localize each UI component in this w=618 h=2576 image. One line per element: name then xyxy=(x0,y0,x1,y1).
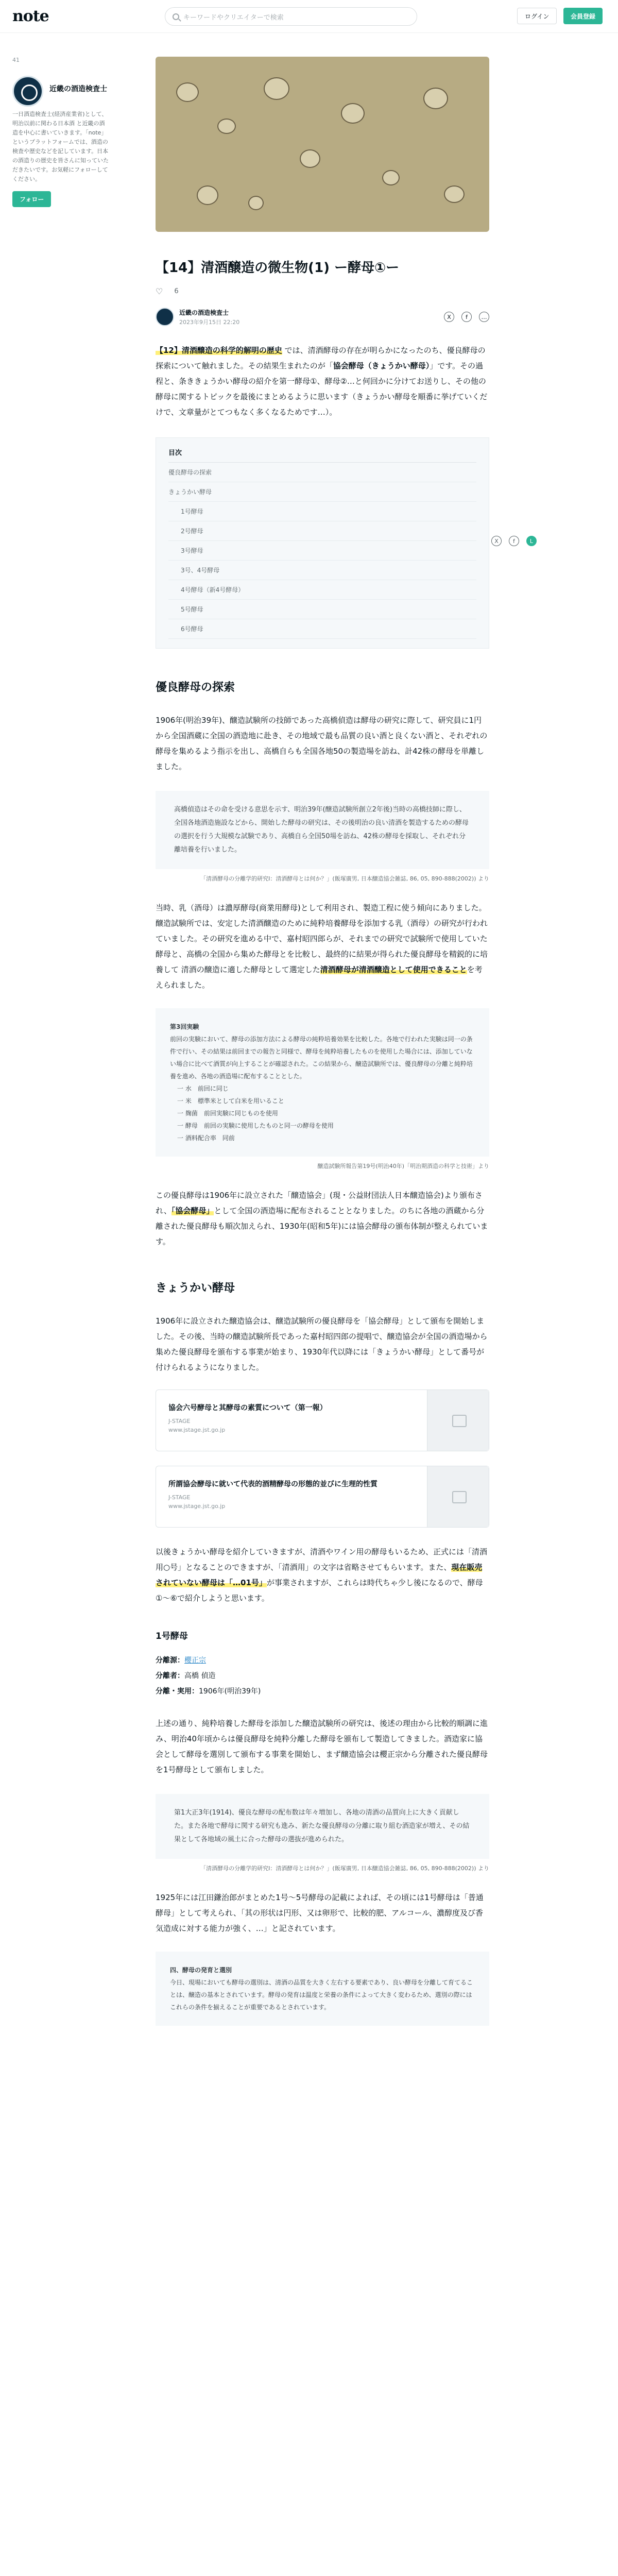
article xyxy=(156,57,489,2026)
toc-item[interactable]: 3号酵母 xyxy=(168,541,476,561)
yeast-cell xyxy=(423,88,448,109)
link-card[interactable] xyxy=(156,1466,489,1528)
publish-date: 2023年9月15日 22:20 xyxy=(179,318,240,326)
experiment-item: 一 水 前回に同じ xyxy=(177,1085,229,1092)
final-quote xyxy=(156,1952,489,2026)
yeast-cell xyxy=(264,77,289,100)
quote-block: 第1大正3年(1914)、優良な酵母の配布数は年々増加し、各地の清酒の品質向上に大きく貢献した。また各地で酵母に関する研究も進み、新たな優良酵母の分離に取り組む酒造家が増え、その結果として各地域の風土に合った酵母の選抜が進められた。 xyxy=(156,1794,489,1859)
signup-button[interactable]: 会員登録 xyxy=(563,8,603,24)
image-placeholder-icon xyxy=(427,1390,489,1451)
quote-citation: 醸造試験所報告第19号(明治40年)「明治期酒造の科学と技術」より xyxy=(317,1163,489,1170)
login-button[interactable]: ログイン xyxy=(517,8,557,24)
toc-item[interactable]: 6号酵母 xyxy=(168,619,476,639)
yeast-cell xyxy=(300,149,320,168)
avatar[interactable] xyxy=(12,76,43,107)
experiment-quote xyxy=(156,1008,489,1157)
search-placeholder: キーワードやクリエイターで検索 xyxy=(183,13,284,22)
share-icons xyxy=(444,312,489,322)
card-site: J-STAGE xyxy=(168,1418,191,1425)
yeast-cell xyxy=(444,185,465,203)
card-title: 所謂協会酵母に就いて代表的酒精酵母の形態的並びに生理的性質 xyxy=(168,1480,377,1488)
note-logo[interactable]: note xyxy=(12,7,49,25)
yeast-spec: 分離源：櫻正宗 分離者：高橋 偵造 分離・実用：1906年(明治39年) xyxy=(156,1656,261,1696)
paragraph: 当時、乳（酒母）は濃厚酵母(商業用酵母)として利用され、製造工程に使う傾向にありました。醸造試験所では、安定した清酒醸造のために純粋培養酵母を添加する乳（酒母）の研究が行われていました。その研究を進める中で、嘉村昭四郎らが、それまでの研究で試験所で使用していた酵母と、高橋の全国から集めた酵母とを比較し、最終的に結果が得られた優良酵母を精鋭的に培養して 清酒の醸造に適した酵母として選定した清酒酵母が清酒醸造として使用できることを考えられました。 xyxy=(156,903,488,990)
author-row xyxy=(156,308,489,326)
card-title: 協会六号酵母と其酵母の素質について（第一報） xyxy=(168,1404,327,1412)
yeast-cell xyxy=(217,118,236,134)
experiment-body: 前回の実験において、酵母の添加方法による酵母の純粋培養効果を比較した。各地で行われた実験は同一の条件で行い、その結果は前回までの報告と同様で、酵母を純粋培養したものを使用した場合には、添加していない場合に比べて酒質が向上することが確認された。この結果から、醸造試験所では、優良酵母の分離と純粋培養を進め、各地の酒造場に配布することとした。 xyxy=(170,1036,473,1080)
search-input[interactable] xyxy=(165,7,417,26)
final-quote-title: 四、酵母の発育と選別 xyxy=(170,1967,232,1974)
author-name-inline[interactable]: 近畿の酒造検査士 xyxy=(179,309,229,316)
experiment-item: 一 米 標準米として白米を用いること xyxy=(177,1097,284,1105)
follow-button[interactable]: フォロー xyxy=(12,191,51,207)
toc-item[interactable]: 1号酵母 xyxy=(168,502,476,521)
paragraph: この優良酵母は1906年に設立された「醸造協会」(現・公益財団法人日本醸造協会)より頒布され、「協会酵母」として全国の酒造場に配布されることとなりました。のちに各地の酒蔵から分離された優良酵母も順次加えられ、1930年(昭和5年)には協会酵母の頒布体制が整えられています。 xyxy=(156,1191,488,1246)
search-paragraph: 1906年(明治39年)、醸造試験所の技師であった高橋偵造は酵母の研究に際して、研究員に1円から全国酒蔵に全国の酒造地に赴き、その地域で最も品質の良い酒と良くない酒と、それぞれの酵母を集めるよう指示を出し、高橋自らも全国各地50の製造場を訪ね、計42株の酵母を単離しました。 xyxy=(156,716,488,771)
experiment-item: 一 麹菌 前回実験に同じものを使用 xyxy=(177,1110,278,1117)
quote-citation[interactable]: 「清酒酵母の分離学的研究Ⅰ：清酒酵母とは何か？」(飯塚廣男, 日本醸造協会雑誌, 86, 05, 890-888(2002)) より xyxy=(200,1865,489,1872)
hero-image-yeast xyxy=(156,57,489,232)
quote-block: 高橋偵造はその命を受ける意思を示す、明治39年(醸造試験所創立2年後)当時の高橋技師に際し、全国各地酒造施設などから、開始した酵母の研究は、その後明治の良い清酒を製造するための酵母の選択を行う大規模な試験であり、高橋自ら全国50場を訪ね、42株の酵母を採取し、それぞれ分離培養を行いました。 xyxy=(156,791,489,869)
table-of-contents xyxy=(156,437,489,649)
kyokai-paragraph: 1906年に設立された醸造協会は、醸造試験所の優良酵母を「協会酵母」として頒布を開始しました。その後、当時の醸造試験所長であった嘉村昭四郎の提唱で、醸造協会が全国の酒造場から集めた優良酵母を頒布する事業が始まり、1930年代以降には「きょうかい酵母」として番号が付けられるようになりました。 xyxy=(156,1316,488,1372)
search-icon xyxy=(173,13,179,20)
author-sidebar xyxy=(12,57,110,207)
paragraph: 以後きょうかい酵母を紹介していきますが、清酒やワイン用の酵母もいるため、正式には「清酒用○号」となることのできますが、「清酒用」の文字は省略させてもらいます。また、現在販売されていない酵母は「…01号」が事業されますが、これらは時代ちゃ少し後になるので、酵母①～⑥で紹介しようと思います。 xyxy=(156,1547,487,1603)
paragraph: 1925年には江田鎌治郎がまとめた1号〜5号酵母の記載によれば、その頃には1号酵母は「普通酵母」として考えられ、「其の形状は円形、又は卵形で、比較的肥、アルコール、濃醇度及び香気造成に対する能力が強く、…」と記されています。 xyxy=(156,1893,484,1933)
line-share-icon[interactable]: L xyxy=(526,536,537,546)
section-heading-search: 優良酵母の探索 xyxy=(156,681,235,694)
author-bio: 一日酒造検査士(経済産業省)として、明治以前に関わる日本酒 と近畿の酒造を中心に書いていきます。「note」というプラットフォームでは、酒造の検査や歴史などを記しています。日本の酒造りの歴史を皆さんに知っていただきたいです。お気軽にフォローしてください。 xyxy=(12,111,109,182)
toc-item[interactable]: 優良酵母の探索 xyxy=(168,463,476,482)
article-count: 41 xyxy=(12,57,20,63)
like-count: 6 xyxy=(174,287,179,295)
author-name[interactable]: 近畿の酒造検査士 xyxy=(49,85,107,93)
yeast-cell xyxy=(248,196,264,210)
card-site: J-STAGE xyxy=(168,1494,191,1501)
toc-item[interactable]: 5号酵母 xyxy=(168,600,476,619)
spec-source-link[interactable]: 櫻正宗 xyxy=(184,1656,206,1665)
author-avatar[interactable] xyxy=(156,308,174,326)
toc-item[interactable]: 4号酵母（新4号酵母） xyxy=(168,580,476,600)
experiment-title: 第3回実験 xyxy=(170,1023,199,1030)
facebook-icon[interactable]: f xyxy=(461,312,472,322)
intro-paragraph: 【12】清酒醸造の科学的解明の歴史 では、清酒酵母の存在が明らかになったのち、優良酵母の探索について触れました。その結果生まれたのが「協会酵母（きょうかい酵母）」です。その過程と、条ききょうかい酵母の紹介を第一酵母①、酵母②…と何回かに分けてお送りし、その他の酵母に関するトピックを最後にまとめるように思います（きょうかい酵母を順番に挙げていくだけで、文章量がとてつもなく多くなるためです…）。 xyxy=(156,346,488,417)
image-placeholder-icon xyxy=(427,1466,489,1527)
site-header xyxy=(0,0,618,33)
experiment-item: 一 酒料配合率 同前 xyxy=(177,1134,235,1142)
no1-paragraph: 上述の通り、純粋培養した酵母を添加した醸造試験所の研究は、後述の理由から比較的順調に進み、明治40年頃からは優良酵母を純粋分離した酵母を頒布して製造してきました。酒造家に協会として酵母を選別して頒布する事業を開始し、まず醸造協会は櫻正宗から分離された優良酵母を1号酵母として頒布しました。 xyxy=(156,1719,488,1774)
final-quote-body: 今日、現場においても酵母の選別は、清酒の品質を大きく左右する要素であり、良い酵母を分離して育てることは、醸造の基本とされています。酵母の発育は温度と栄養の条件によって大きく変わるため、選別の際にはこれらの条件を揃えることが重要であるとされています。 xyxy=(170,1979,473,2011)
toc-item[interactable]: きょうかい酵母 xyxy=(168,482,476,502)
yeast-cell xyxy=(176,82,199,102)
like-heart-icon[interactable]: ♡ xyxy=(156,286,163,296)
facebook-icon[interactable]: f xyxy=(509,536,519,546)
like-row xyxy=(156,286,489,296)
card-url: www.jstage.jst.go.jp xyxy=(168,1427,226,1433)
toc-item[interactable]: 3号、4号酵母 xyxy=(168,561,476,580)
toc-item[interactable]: 2号酵母 xyxy=(168,521,476,541)
intro-link[interactable]: 【12】清酒醸造の科学的解明の歴史 xyxy=(156,346,282,355)
link-card[interactable] xyxy=(156,1389,489,1451)
article-title: 【14】清酒醸造の微生物(1) ー酵母①ー xyxy=(156,260,400,276)
section-heading-kyokai: きょうかい酵母 xyxy=(156,1282,235,1295)
card-url: www.jstage.jst.go.jp xyxy=(168,1503,226,1510)
yeast-cell xyxy=(341,103,365,124)
toc-heading: 目次 xyxy=(168,447,476,463)
quote-citation[interactable]: 「清酒酵母の分離学的研究Ⅰ：清酒酵母とは何か？」(飯塚廣男, 日本醸造協会雑誌, 86, 05, 890-888(2002)) より xyxy=(200,875,489,882)
more-icon[interactable]: … xyxy=(479,312,489,322)
x-share-icon[interactable]: X xyxy=(444,312,454,322)
experiment-item: 一 酵母 前回の実験に使用したものと同一の酵母を使用 xyxy=(177,1122,334,1129)
section-heading-no1: 1号酵母 xyxy=(156,1631,188,1641)
yeast-cell xyxy=(197,185,218,205)
yeast-cell xyxy=(382,170,400,185)
x-share-icon[interactable]: X xyxy=(491,536,502,546)
